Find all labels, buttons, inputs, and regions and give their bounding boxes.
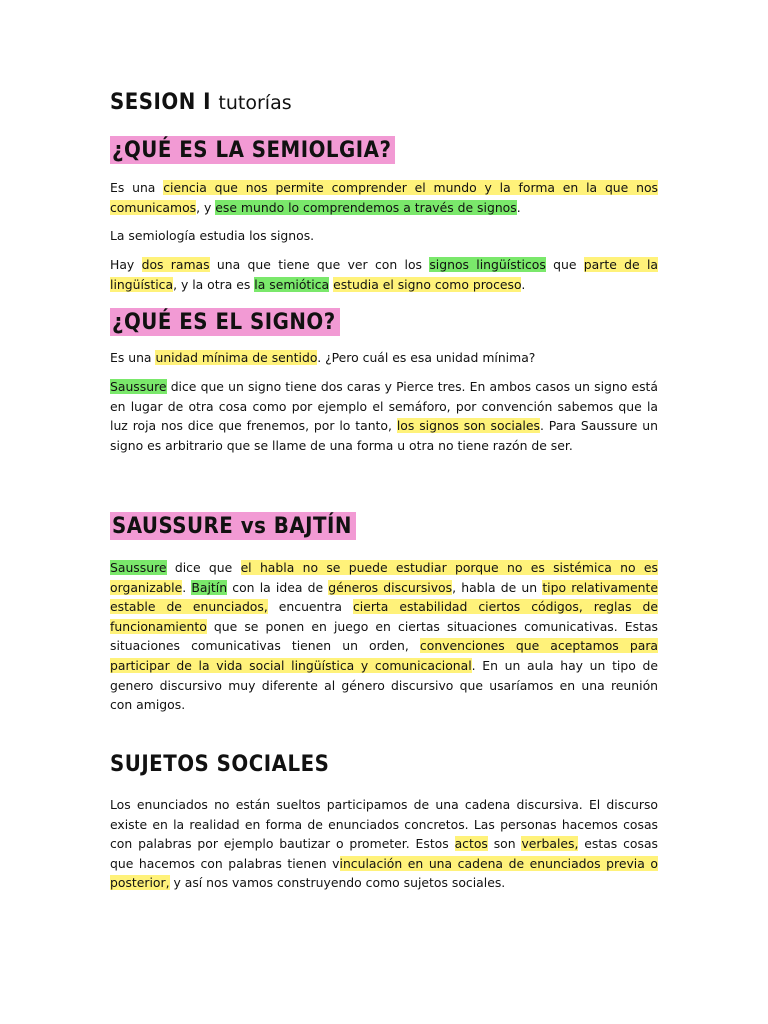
highlighted-text: los signos son sociales <box>396 418 540 434</box>
highlighted-text: ciencia que nos permite comprender el mundo y la forma en la que nos comunicamos <box>110 180 658 215</box>
text-run: una que tiene que ver con los <box>209 257 430 272</box>
text-run: con la idea de <box>227 579 329 595</box>
highlighted-text: inculación en una cadena de enunciados previa o posterior, <box>110 855 658 891</box>
paragraph <box>110 795 658 893</box>
highlighted-text: Bajtín <box>191 579 228 595</box>
section-title-saussure-bajtin: SAUSSURE vs BAJTÍN <box>110 514 356 539</box>
text-run: . <box>516 199 521 215</box>
text-run: . Para Saussure un signo es arbitrario que se llame de una forma u otra no tiene razón de ser. <box>110 418 658 453</box>
text-run: , habla de un <box>452 579 543 595</box>
highlighted-text: Saussure <box>110 560 167 575</box>
highlighted-text: estudia el signo como proceso <box>333 276 522 292</box>
highlighted-text: géneros discursivos <box>328 579 453 595</box>
highlighted-text: convenciones que aceptamos para participar de la vida social lingüística y comunicacional <box>110 638 659 673</box>
paragraph <box>110 377 658 455</box>
paragraph <box>110 226 658 246</box>
highlighted-text: la semiótica <box>254 276 330 292</box>
text-run: y así nos vamos construyendo como sujetos sociales. <box>169 875 506 891</box>
highlighted-text: tipo relativamente estable de enunciados, <box>110 579 658 615</box>
session-subtitle: tutorías <box>218 92 292 114</box>
text-run: Hay <box>110 257 142 272</box>
text-run: Es una <box>110 350 156 365</box>
text-run: . <box>521 276 526 292</box>
highlighted-text: unidad mínima de sentido <box>155 350 318 365</box>
highlighted-text: parte de la lingüística <box>110 257 658 292</box>
highlighted-text: Saussure <box>110 379 167 394</box>
highlighted-text: signos lingüísticos <box>429 257 546 272</box>
section-title-sujetos-sociales: SUJETOS SOCIALES <box>110 752 330 777</box>
text-run: Los enunciados no están sueltos participamos de una cadena discursiva. El discurso existe en la realidad en forma de enunciados concretos. Las personas hacemos cosas con palabras por ejemplo bautizar o prometer. Estos <box>110 797 658 852</box>
highlighted-text: ese mundo lo comprendemos a través de signos <box>215 199 517 215</box>
text-run: son <box>487 836 522 852</box>
text-run: La semiología estudia los signos. <box>110 228 315 243</box>
highlighted-text: cierta estabilidad ciertos códigos, reglas de funcionamiento <box>110 599 659 634</box>
session-label: SESION I <box>110 90 212 115</box>
text-run: . En un aula hay un tipo de genero discursivo muy diferente al género discursivo que usaríamos en una reunión con amigos. <box>110 657 658 713</box>
session-heading <box>110 90 292 115</box>
text-run: . <box>182 579 192 595</box>
section-title-semiologia: ¿QUÉ ES LA SEMIOLGIA? <box>110 138 395 163</box>
highlighted-text: el habla no se puede estudiar porque no es sistémica no es organizable <box>110 560 658 595</box>
text-run: encuentra <box>267 599 353 615</box>
paragraph <box>110 348 658 368</box>
text-run: Es una <box>110 180 164 195</box>
text-run: , y la otra es <box>173 276 255 292</box>
text-run: que <box>545 257 584 272</box>
text-run: que se ponen en juego en ciertas situaciones comunicativas. Estas situaciones comunicativas tienen un orden, <box>110 618 658 654</box>
section-title-signo: ¿QUÉ ES EL SIGNO? <box>110 310 340 335</box>
text-run: . ¿Pero cuál es esa unidad mínima? <box>317 350 536 365</box>
text-run: dice que <box>166 560 241 575</box>
paragraph <box>110 178 658 217</box>
paragraph <box>110 558 658 715</box>
text-run: , y <box>196 199 216 215</box>
text-run: dice que un signo tiene dos caras y Pierce tres. En ambos casos un signo está en lugar de otra cosa como por ejemplo el semáforo, por convención sabemos que la luz roja nos dice que frenemos, por lo tanto, <box>110 379 658 434</box>
highlighted-text: actos <box>454 836 488 852</box>
text-run: estas cosas que hacemos con palabras tienen v <box>110 836 658 871</box>
paragraph <box>110 255 658 294</box>
highlighted-text: verbales, <box>521 836 579 852</box>
highlighted-text: dos ramas <box>141 257 210 272</box>
